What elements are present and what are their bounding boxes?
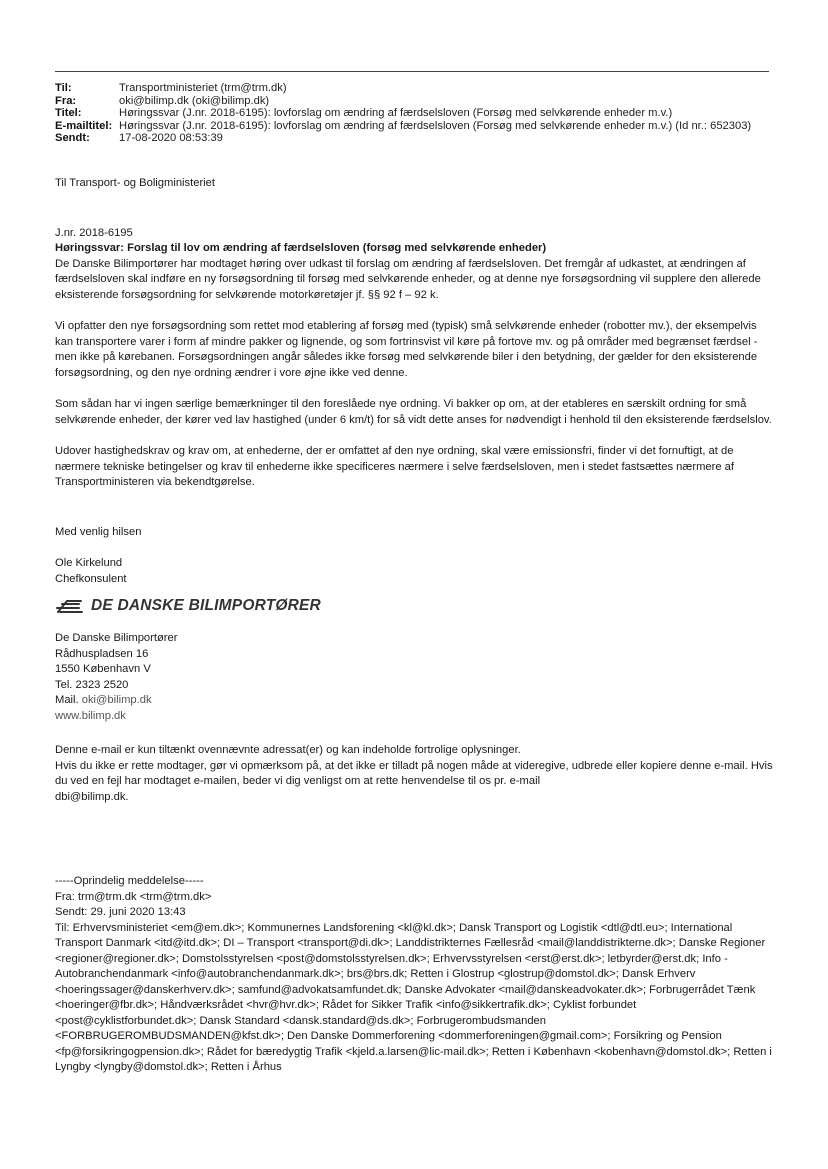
- from-value: oki@bilimp.dk (oki@bilimp.dk): [119, 94, 270, 107]
- logo-text: DE DANSKE BILIMPORTØRER: [91, 597, 321, 615]
- mailtitle-label: E-mailtitel:: [55, 119, 113, 132]
- org-city: 1550 København V: [55, 663, 151, 675]
- paragraph-2: Vi opfatter den nye forsøgsordning som rettet mod etablering af forsøg med (typisk) små selvkørende enheder (robotter mv.), der eksempelvis kan transportere varer i form af mindre pakker og lignende, og som fortrinsvist vil køre på fortove mv. og på områder med begrænset færdsel - men ikke på kørebanen. Forsøgsordningen angår således ikke forsøg med selvkørende biler i den betydning, der gælder for den eksisterende forsøgsordning, og den nye ordning ændrer i vore øjne ikke ved denne.: [55, 320, 758, 379]
- org-street: Rådhuspladsen 16: [55, 647, 149, 660]
- from-label: Fra:: [55, 94, 77, 107]
- org-mail-line: [55, 693, 775, 709]
- paragraph-1: De Danske Bilimportører har modtaget høring over udkast til forslag om ændring af færdselsloven. Det fremgår af udkastet, at ændringen af færdselsloven skal indføre en ny forsøgsordning til forsøg med selvkørende enheder, og at denne nye forsøgsordning vil supplere den allerede eksisterende forsøgsordning for selvkørende motorkøretøjer jf. §§ 92 f – 92 k.: [55, 257, 761, 301]
- signature-title: Chefkonsulent: [55, 572, 127, 585]
- to-label: Til:: [55, 82, 72, 94]
- subject-line: Høringssvar: Forslag til lov om ændring af færdselsloven (forsøg med selvkørende enheder): [55, 242, 547, 254]
- org-name: De Danske Bilimportører: [55, 632, 178, 644]
- original-to: Til: Erhvervsministeriet <em@em.dk>; Kommunernes Landsforening <kl@kl.dk>; Dansk Transport og Logistik <dtl@dtl.eu>; International Transport Danmark <itd@itd.dk>; DI – Transport <transport@di.dk>; Landdistrikternes Fællesråd <mail@landdistrikterne.dk>; Danske Regioner <regioner@regioner.dk>; Domstolsstyrelsen <post@domstolsstyrelsen.dk>; Erhvervsstyrelsen <erst@erst.dk>; letbyrder@erst.dk; Info - Autobranchendanmark <info@autobranchendanmark.dk>; brs@brs.dk; Retten i Glostrup <glostrup@domstol.dk>; Dansk Erhverv <hoeringssager@danskerhverv.dk>; samfund@advokatsamfundet.dk; Danske Advokater <mail@danskeadvokater.dk>; Forbrugerrådet Tænk <hoeringer@fbr.dk>; Håndværksrådet <hvr@hvr.dk>; Rådet for Sikker Trafik <info@sikkertrafik.dk>; Cyklist forbundet <post@cyklistforbundet.dk>; Dansk Standard <dansk.standard@ds.dk>; Forbrugerombudsmanden <FORBRUGEROMBUDSMANDEN@kfst.dk>; Den Danske Dommerforening <dommerforeningen@gmail.com>; Forsikring og Pension <fp@forsikringogpension.dk>; Rådet for bæredygtig Trafik <kjeld.a.larsen@lic-mail.dk>; Retten i København <kobenhavn@domstol.dk>; Retten i Lyngby <lyngby@domstol.dk>; Retten i Århus: [55, 921, 772, 1073]
- to-row: [55, 82, 775, 95]
- title-row: [55, 107, 775, 120]
- header-divider: [55, 71, 769, 72]
- original-message: [55, 874, 775, 1076]
- email-header: [55, 82, 775, 145]
- closing: Med venlig hilsen: [55, 525, 142, 538]
- disclaimer-2: Hvis du ikke er rette modtager, gør vi opmærksom på, at det ikke er tilladt på nogen måde at videregive, udbrede eller kopiere denne e-mail. Hvis du ved en fejl har modtaget e-mailen, beder vi dig venligst om at rette henvendelse til os pr. e-mail: [55, 759, 773, 787]
- original-separator: -----Oprindelig meddelelse-----: [55, 875, 204, 887]
- from-row: [55, 95, 775, 108]
- org-mail-label: Mail.: [55, 694, 79, 706]
- journal-number: J.nr. 2018-6195: [55, 226, 133, 239]
- disclaimer-1: Denne e-mail er kun tiltænkt ovennævnte adressat(er) og kan indeholde fortrolige oplysninger.: [55, 744, 521, 756]
- sent-row: [55, 132, 775, 145]
- mailtitle-value: Høringssvar (J.nr. 2018-6195): lovforslag om ændring af færdselsloven (Forsøg med selvkørende enheder m.v.) (Id nr.: 652303): [119, 119, 752, 132]
- original-sent: Sendt: 29. juni 2020 13:43: [55, 906, 186, 918]
- signature-name: Ole Kirkelund: [55, 557, 123, 569]
- salutation: Til Transport- og Boligministeriet: [55, 177, 215, 189]
- org-phone: Tel. 2323 2520: [55, 678, 129, 691]
- company-logo: [55, 595, 775, 617]
- title-label: Titel:: [55, 107, 82, 120]
- car-stripes-icon: [55, 598, 85, 614]
- org-web-link[interactable]: www.bilimp.dk: [55, 709, 126, 722]
- mailtitle-row: [55, 120, 775, 133]
- sent-label: Sendt:: [55, 132, 90, 145]
- paragraph-4: Udover hastighedskrav og krav om, at enhederne, der er omfattet af den nye ordning, skal være emissionsfri, finder vi det fornuftigt, at de nærmere tekniske betingelser og krav til enhederne ikke specificeres nærmere i selve færdselsloven, men i stedet fastsættes nærmere af Transportministeren via bekendtgørelse.: [55, 445, 735, 488]
- paragraph-3: Som sådan har vi ingen særlige bemærkninger til den foreslåede nye ordning. Vi bakker op om, at der etableres en særskilt ordning for små selvkørende enheder, der kører ved lav hastighed (under 6 km/t) for så vidt dette anses for nødvendigt i henhold til den eksisterende færdselslov.: [55, 398, 772, 426]
- org-mail-link[interactable]: oki@bilimp.dk: [81, 694, 152, 706]
- email-body: [55, 176, 775, 805]
- disclaimer-mail: dbi@bilimp.dk.: [55, 790, 129, 803]
- original-from: Fra: trm@trm.dk <trm@trm.dk>: [55, 890, 212, 903]
- sent-value: 17-08-2020 08:53:39: [119, 132, 223, 145]
- title-value: Høringssvar (J.nr. 2018-6195): lovforslag om ændring af færdselsloven (Forsøg med selvkørende enheder m.v.): [119, 107, 673, 120]
- to-value: Transportministeriet (trm@trm.dk): [119, 82, 287, 94]
